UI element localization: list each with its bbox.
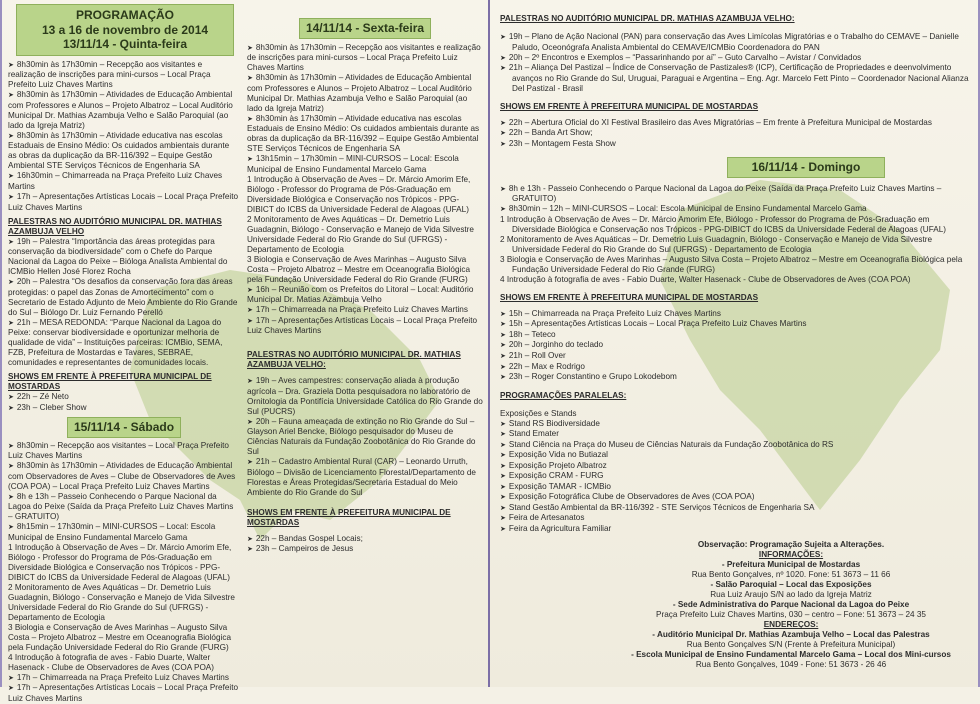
thursday-palestras (8, 237, 240, 369)
list-item: ➤ 22h – Bandas Gospel Locais; (247, 533, 363, 543)
list-item: ➤ 16h – Reunião com os Prefeitos do Litoral – Local: Auditório Municipal Dr. Matias Azambuja Velho (247, 284, 474, 305)
list-item: ➤ 21h – MESA REDONDA: “Parque Nacional da Lagoa do Peixe: conservar biodiversidade e oportunizar melhoria de qualidade de vida” – Instituições parceiras: ICMBio, SEMA, FZB, Prefeitura de Mostardas e Tavares, SEBRAE, comunidades e representantes de comunidades locais. (8, 317, 223, 368)
shows-header: SHOWS EM FRENTE À PREFEITURA MUNICIPAL DE MOSTARDAS (500, 292, 759, 302)
list-item: ➤ 21h – Roll Over (500, 351, 566, 360)
list-item: ➤ Feira de Artesanatos (500, 513, 585, 523)
list-item: ➤ 8h30min – Recepção aos visitantes – Local Praça Prefeito Luiz Chaves Martins (8, 440, 229, 461)
list-item: ➤ 16h30min – Chimarreada na Praça Prefeito Luiz Chaves Martins (8, 171, 223, 191)
list-item: ➤ Stand Emater (500, 429, 559, 439)
program-dates: 13 a 16 de novembro de 2014 (41, 22, 209, 37)
list-item: ➤ 17h – Apresentações Artísticas Locais – Local Praça Prefeito Luiz Chaves Martins (8, 192, 239, 212)
expo-header: Exposições e Stands (500, 408, 577, 418)
friday-shows (247, 534, 483, 555)
list-item: ➤ 22h – Zé Neto (8, 392, 69, 402)
thursday-title: 13/11/14 - Quinta-feira (62, 37, 188, 52)
list-item: ➤ 8h e 13h – Passeio Conhecendo o Parque Nacional da Lagoa do Peixe (Saída da Praça Prefeito Luiz Chaves Martins – GRATUITO) (8, 491, 234, 522)
list-item: ➤ 19h – Aves campestres: conservação aliada à produção agrícola – Dra. Graziela Dotta pesquisadora no laboratório de Ornitologia da Pontifícia Universidade Católica do Rio Grande do Sul (PUCRS) (247, 376, 483, 416)
list-item: ➤ 17h – Chimarreada na Praça Prefeito Luiz Chaves Martins (247, 305, 468, 315)
list-item: ➤ 17h – Apresentações Artísticas Locais – Local Praça Prefeito Luiz Chaves Martins (247, 315, 478, 336)
sunday-shows (500, 309, 972, 383)
sunday-title: 16/11/14 - Domingo (727, 157, 886, 178)
list-item: ➤ 20h – Palestra “Os desafios da conservação fora das áreas protegidas: o papel das Zonas de Amortecimento” com o Secretario de Estado Adjunto de Meio Ambiente do Rio Grande do Sul – Biólogo Dr. Luiz Fernando Perelló (8, 277, 238, 317)
list-item: ➤ Exposição Projeto Albatroz (500, 460, 607, 470)
list-item: ➤ 19h – Palestra “Importância das áreas protegidas para conservação da biodiversidade” com o Chefe do Parque Nacional da Lagoa do Peixe – Bióloga Analista Ambiental do ICMBio Hellen José Florez Rocha (8, 236, 228, 277)
info-line: Rua Luiz Araujo S/N ao lado da Igreja Matriz (710, 590, 872, 600)
list-item: 3 Biologia e Conservação de Aves Marinhas – Augusto Silva Costa – Projeto Albatroz – Mestre em Oceanografia Biológica pela Fundação Universidade Federal do Rio Grande (FURG) (247, 254, 470, 284)
list-item: ➤ 8h30min às 17h30min – Recepção aos visitantes e realização de inscrições para mini-cursos – Local Praça Prefeito Luiz Chaves Martins (247, 42, 481, 73)
shows-header: SHOWS EM FRENTE À PREFEITURA MUNICIPAL DE MOSTARDAS (500, 101, 759, 111)
list-item: ➤ 20h – Jorginho do teclado (500, 340, 604, 350)
list-item: 4 Introdução à fotografia de aves - Fabio Duarte, Walter Hasenack - Clube de Observadores de Aves (COA POA) (500, 274, 911, 284)
saturday-title: 15/11/14 - Sábado (67, 417, 181, 438)
saturday-palestras (500, 32, 972, 94)
list-item: ➤ 8h15min – 17h30min – MINI-CURSOS – Local: Escola Municipal de Ensino Fundamental Marcelo Gama (8, 522, 216, 542)
list-item: ➤ Exposição CRAM - FURG (500, 471, 604, 481)
list-item: ➤ 8h30min às 17h30min – Atividades de Educação Ambiental com Professores e Alunos – Projeto Albatroz – Local Auditório Municipal Dr. Mathias Azambuja Velho e Salão Paroquial (ao lado da Igreja Matriz) (247, 73, 472, 113)
saturday-shows (500, 118, 972, 150)
list-item: 3 Biologia e Conservação de Aves Marinhas – Augusto Silva Costa – Projeto Albatroz – Mestre em Oceanografia Biológica pela Fundação Universidade Federal do Rio Grande (FURG) (500, 254, 963, 274)
palestras-header: PALESTRAS NO AUDITÓRIO MUNICIPAL DR. MATHIAS AZAMBUJA VELHO (8, 216, 222, 236)
address-line: - Escola Municipal de Ensino Fundamental Marcelo Gama – Local dos Mini-cursos (631, 650, 951, 660)
list-item: ➤ Stand Gestão Ambiental da BR-116/392 - STE Serviços Técnicos de Engenharia SA (500, 502, 815, 512)
list-item: ➤ 22h – Banda Art Show; (500, 128, 593, 138)
list-item: ➤ 15h – Chimarreada na Praça Prefeito Luiz Chaves Martins (500, 308, 721, 318)
right-column (500, 0, 972, 670)
program-title: PROGRAMAÇÃO (76, 8, 174, 22)
addresses-header: ENDEREÇOS: (763, 620, 819, 630)
shows-header: SHOWS EM FRENTE À PREFEITURA MUNICIPAL DE MOSTARDAS (247, 507, 451, 527)
list-item: ➤ 8h30min às 17h30min – Atividades de Educação Ambiental com Observadores de Aves – Clube de Observadores de Aves (COA POA) – Local Praça Prefeito Luiz Chaves Martins (8, 461, 236, 491)
list-item: ➤ 17h – Apresentações Artísticas Locais – Local Praça Prefeito Luiz Chaves Martins (8, 683, 239, 703)
list-item: ➤ 8h30min às 17h30min – Atividades de Educação Ambiental com Professores e Alunos – Projeto Albatroz – Local Auditório Municipal Dr. Mathias Azambuja Velho e Salão Paroquial (ao lado da Igreja Matriz) (8, 90, 233, 130)
list-item: ➤ 22h – Abertura Oficial do XI Festival Brasileiro das Aves Migratórias – Em frente à Prefeitura Municipal de Mostardas (500, 117, 932, 127)
list-item: ➤ 20h – 2º Encontros e Exemplos – “Passarinhando por aí” – Guto Carvalho – Avistar / Convidados (500, 52, 862, 62)
info-line: - Sede Administrativa do Parque Nacional da Lagoa do Peixe (672, 600, 910, 610)
shows-header: SHOWS EM FRENTE À PREFEITURA MUNICIPAL DE MOSTARDAS (8, 372, 212, 392)
list-item: ➤ Stand RS Biodiversidade (500, 418, 600, 428)
list-item: ➤ Stand Ciência na Praça do Museu de Ciências Naturais da Fundação Zoobotânica do RS (500, 439, 834, 449)
friday-palestras (247, 376, 483, 498)
list-item: ➤ Exposição Fotográfica Clube de Observadores de Aves (COA POA) (500, 492, 755, 502)
info-block (610, 540, 972, 670)
list-item: ➤ 17h – Chimarreada na Praça Prefeito Luiz Chaves Martins (8, 672, 229, 682)
address-line: Rua Bento Gonçalves, 1049 - Fone: 51 3673 - 26 46 (695, 660, 887, 670)
list-item: ➤ 23h – Montagem Festa Show (500, 138, 616, 148)
list-item: ➤ 8h30min – 12h – MINI-CURSOS – Local: Escola Municipal de Ensino Fundamental Marcelo Gama (500, 204, 867, 214)
list-item: ➤ 23h – Campeiros de Jesus (247, 544, 354, 554)
list-item: ➤ Exposição Vida no Butiazal (500, 450, 608, 460)
thursday-list (8, 60, 240, 213)
list-item: 2 Monitoramento de Aves Aquáticas – Dr. Demetrio Luis Guadagnin, Biólogo - Conservação e Manejo de Vida Silvestre Universidade Federal do Rio Grande do Sul (UFRGS) - Departamento de Ecologia (8, 582, 235, 622)
list-item: ➤ Feira da Agricultura Familiar (500, 523, 612, 533)
info-line: - Prefeitura Municipal de Mostardas (721, 560, 861, 570)
info-line: Praça Prefeito Luiz Chaves Martins, 030 – centro – Fone: 51 3673 – 24 35 (656, 610, 926, 620)
list-item: ➤ 15h – Apresentações Artísticas Locais – Local Praça Prefeito Luiz Chaves Martins (500, 319, 807, 329)
info-header: INFORMAÇÕES: (758, 550, 824, 560)
list-item: ➤ 20h – Fauna ameaçada de extinção no Rio Grande do Sul – Glayson Ariel Bencke, Biólogo pesquisador do Museu de Ciências Naturais da Fundação Zoobotânica do Rio Grande do Sul (247, 416, 476, 457)
fold-divider (488, 0, 490, 687)
friday-title: 14/11/14 - Sexta-feira (299, 18, 431, 39)
list-item: 1 Introdução à Observação de Aves – Dr. Márcio Amorim Efe, Biólogo - Professor do Programa de Pós-Graduação em Diversidade Biológica e Conservação nos Trópicos - PPG-DIBICT do ICBS da Universidade Federal de Alagoas (UFAL) (500, 214, 946, 234)
saturday-list (8, 441, 240, 704)
list-item: 3 Biologia e Conservação de Aves Marinhas – Augusto Silva Costa – Projeto Albatroz – Mestre em Oceanografia Biológica pela Fundação Universidade Federal do Rio Grande (FURG) (8, 622, 231, 652)
program-title-box (16, 4, 234, 56)
list-item: ➤ 22h – Max e Rodrigo (500, 361, 585, 371)
left-column (8, 0, 240, 704)
thursday-shows (8, 392, 240, 413)
list-item: 2 Monitoramento de Aves Aquáticas – Dr. Demetrio Luis Guadagnin, Biólogo - Conservação e Manejo de Vida Silvestre Universidade Federal do Rio Grande do Sul (UFRGS) - Departamento de Ecologia (500, 234, 933, 254)
observation-note: Observação: Programação Sujeita a Alterações. (697, 540, 885, 550)
list-item: 1 Introdução à Observação de Aves – Dr. Márcio Amorim Efe, Biólogo - Professor do Programa de Pós-Graduação em Diversidade Biológica e Conservação nos Trópicos - PPG-DIBICT do ICBS da Universidade Federal de Alagoas (UFAL) (247, 174, 471, 214)
address-line: Rua Bento Gonçalves S/N (Frente à Prefeitura Municipal) (686, 640, 896, 650)
list-item: ➤ Exposição TAMAR - ICMBio (500, 481, 611, 491)
list-item: ➤ 13h15min – 17h30min – MINI-CURSOS – Local: Escola Municipal de Ensino Fundamental Marcelo Gama (247, 154, 459, 174)
list-item: ➤ 19h – Plano de Ação Nacional (PAN) para conservação das Aves Limícolas Migratórias e o Trabalho do CEMAVE – Danielle Paludo, Oceonógrafa Analista Ambiental do CEMAVE/ICMBio Coordenadora do PAN (500, 32, 959, 52)
palestras-header: PALESTRAS NO AUDITÓRIO MUNICIPAL DR. MATHIAS AZAMBUJA VELHO: (500, 14, 795, 23)
left-border (0, 0, 2, 687)
list-item: ➤ 18h – Teteco (500, 329, 556, 339)
list-item: ➤ 21h – Cadastro Ambiental Rural (CAR) – Leonardo Urruth, Biólogo – Divisão de Licenciamento Florestal/Departamento de Florestas e Áreas Protegidas/Secretaria Estadual do Meio Ambiente do Rio Grande do Sul (247, 457, 476, 497)
list-item: ➤ 8h30min às 17h30min – Atividade educativa nas escolas Estaduais de Ensino Médio: Os cuidados ambientais durante as obras da duplicação da BR-116/392 – Equipe Gestão Ambiental STE Serviços Técnicos de Engenharia SA (247, 113, 480, 154)
list-item: ➤ 23h – Roger Constantino e Grupo Lokodebom (500, 372, 677, 382)
list-item: ➤ 8h e 13h - Passeio Conhecendo o Parque Nacional da Lagoa do Peixe (Saída da Praça Prefeito Luiz Chaves Martins – GRATUITO) (500, 183, 942, 204)
info-line: - Salão Paroquial – Local das Exposições (710, 580, 872, 590)
middle-column (247, 0, 483, 555)
palestras-header: PALESTRAS NO AUDITÓRIO MUNICIPAL DR. MATHIAS AZAMBUJA VELHO: (247, 350, 461, 370)
info-line: Rua Bento Gonçalves, nº 1020. Fone: 51 3673 – 11 66 (691, 570, 891, 580)
list-item: ➤ 8h30min às 17h30min – Recepção aos visitantes e realização de inscrições para mini-cursos – Local Praça Prefeito Luiz Chaves Martins (8, 59, 211, 90)
list-item: 2 Monitoramento de Aves Aquáticas – Dr. Demetrio Luis Guadagnin, Biólogo - Conservação e Manejo de Vida Silvestre Universidade Federal do Rio Grande do Sul (UFRGS) - Departamento de Ecologia (247, 214, 474, 254)
paralelas-header: PROGRAMAÇÕES PARALELAS: (500, 390, 627, 400)
list-item: ➤ 21h – Aliança Del Pastizal – Índice de Conservação de Pastizales® (ICP), Certificação de Propriedades e deenvolvimento avanços no Rio Grande do Sul, Uruguai, Paraguai e Argentina – Eng. Agr. Marcelo Fett Pinto – Coordenador Nacional Alianza Del Pastizal - Brasil (500, 63, 969, 93)
sunday-list (500, 184, 972, 285)
list-item: 4 Introdução à fotografia de aves - Fabio Duarte, Walter Hasenack - Clube de Observadores de Aves (COA POA) (8, 652, 214, 672)
friday-list (247, 43, 483, 337)
address-line: - Auditório Municipal Dr. Mathias Azambuja Velho – Local das Palestras (652, 630, 930, 640)
list-item: 1 Introdução à Observação de Aves – Dr. Márcio Amorim Efe, Biólogo - Professor do Programa de Pós-Graduação em Diversidade Biológica e Conservação nos Trópicos - PPG-DIBICT do ICBS da Universidade Federal de Alagoas (UFAL) (8, 542, 232, 582)
list-item: ➤ 23h – Cleber Show (8, 402, 87, 412)
list-item: ➤ 8h30min às 17h30min – Atividade educativa nas escolas Estaduais de Ensino Médio: Os cuidados ambientais durante as obras da duplicação da BR-116/392 – Equipe Gestão Ambiental STE Serviços Técnicos de Engenharia SA (8, 130, 230, 171)
expo-list (500, 419, 972, 535)
